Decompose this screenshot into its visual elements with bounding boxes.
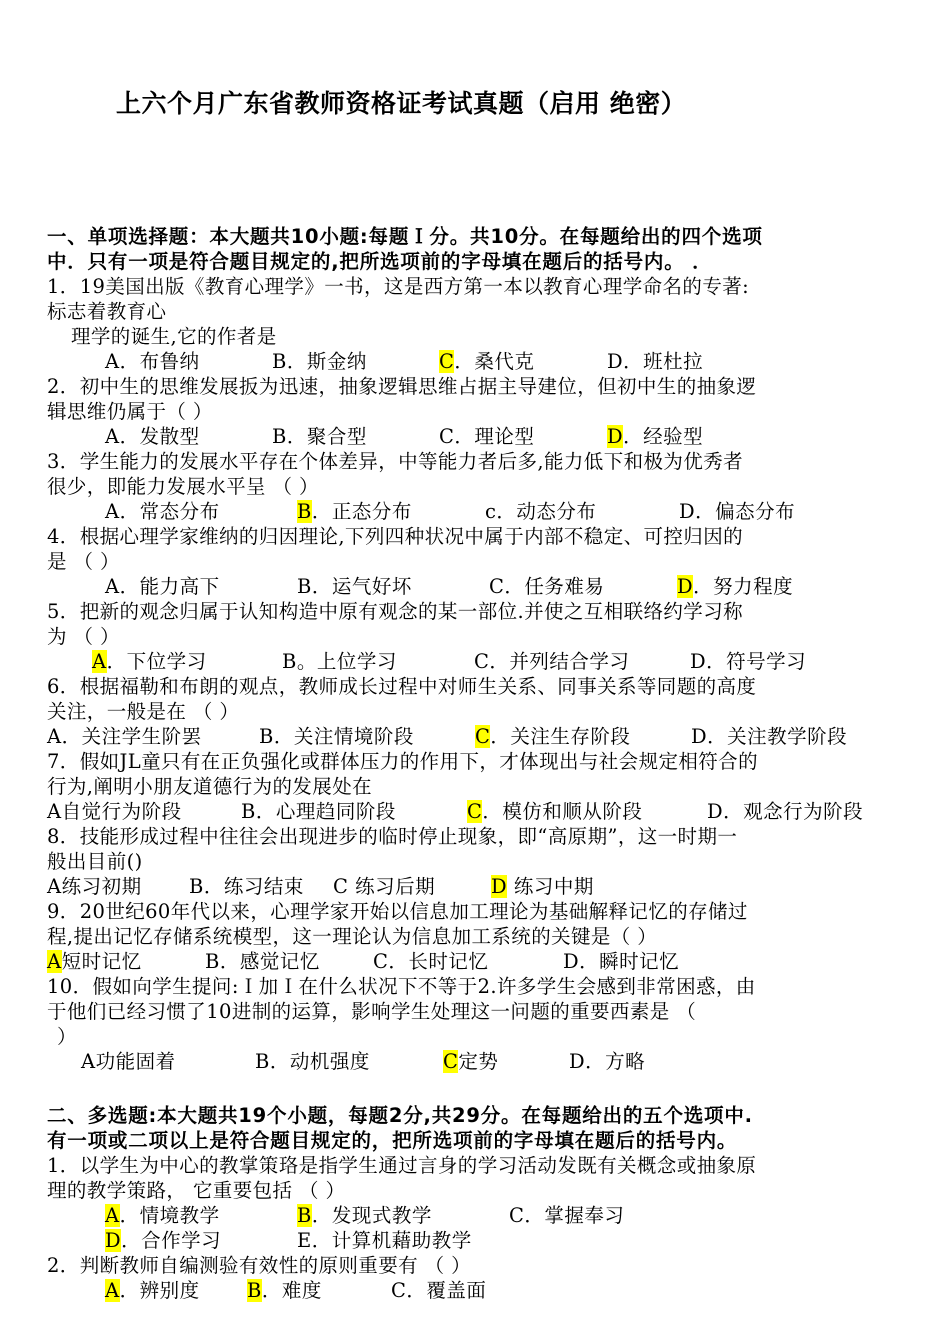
question-9-line1: 9．20世纪60年代以来，心理学家开始以信息加工理论为基础解释记忆的存储过	[47, 900, 748, 923]
option-c: C．覆盖面	[391, 1279, 487, 1302]
option-a: A．情境教学	[105, 1204, 220, 1227]
option-a: A．下位学习	[92, 650, 207, 673]
option-a: A短时记忆	[47, 950, 142, 973]
answer-highlight: A	[92, 650, 107, 673]
option-c: C．桑代克	[439, 350, 535, 373]
question-6-line1: 6．根据福勒和布朗的观点，教师成长过程中对师生关系、同事关系等同题的高度	[47, 675, 757, 698]
section1-header-line1: 一、单项选择题：本大题共10小题:每题Ｉ分。共10分。在每题给出的四个选项	[47, 225, 763, 248]
question-6-options	[47, 724, 907, 749]
answer-highlight: A	[105, 1204, 120, 1227]
question-7-line1: 7．假如JL童只有在正负强化或群体压力的作用下，才体现出与社会规定相符合的	[47, 750, 758, 773]
option-d: D．符号学习	[690, 650, 807, 673]
option-d: D．观念行为阶段	[707, 800, 864, 823]
answer-highlight: B	[247, 1279, 262, 1302]
option-b: B．心理趋同阶段	[241, 800, 396, 823]
question-10-line3: ）	[57, 1025, 77, 1048]
question-4-line2: 是 （ ）	[47, 550, 120, 573]
question-3-line1: 3．学生能力的发展水平存在个体差异，中等能力者后多,能力低下和极为优秀者	[47, 450, 744, 473]
document-title: 上六个月广东省教师资格证考试真题（启用 绝密）	[116, 89, 687, 118]
option-a: A练习初期	[47, 875, 142, 898]
question-8-options	[47, 874, 907, 899]
question-3-options	[47, 499, 907, 524]
document-body	[47, 224, 907, 1303]
question-9-options	[47, 949, 907, 974]
option-b: B．感觉记忆	[205, 950, 320, 973]
answer-highlight: A	[105, 1279, 120, 1302]
question-5-line2: 为 （ ）	[47, 625, 120, 648]
multi-question-1-line1: 1．以学生为中心的教掌策珞是指学生通过言身的学习活动发既有关概念或抽象原	[47, 1154, 757, 1177]
question-1-line3: 理学的诞生,它的作者是	[71, 325, 277, 348]
section2-header-line1: 二、多选题:本大题共19个小题，每题2分,共29分。在每题给出的五个选项中.	[47, 1104, 753, 1127]
option-e: E．计算机藉助教学	[297, 1229, 472, 1252]
option-a: A．能力高下	[105, 575, 220, 598]
option-b: B。上位学习	[282, 650, 397, 673]
answer-highlight: D	[105, 1229, 122, 1252]
option-a: A．辨别度	[105, 1279, 200, 1302]
option-b: B．难度	[247, 1279, 322, 1302]
option-c: C．理论型	[439, 425, 535, 448]
section1-header-line2: 中．只有一项是符合题目规定的,把所选项前的字母填在题后的括号内。 ．	[47, 250, 713, 273]
answer-highlight: C	[475, 725, 491, 748]
question-10-options	[47, 1049, 907, 1074]
question-3-line2: 很少，即能力发展水平呈 （ ）	[47, 475, 319, 498]
option-d: D 练习中期	[491, 875, 594, 898]
question-2-line1: 2．初中生的思维发展扳为迅速，抽象逻辑思维占据主导建位，但初中生的抽象逻	[47, 375, 757, 398]
answer-highlight: C	[443, 1050, 459, 1073]
question-1-line1: 1．19美国出版《教育心理学》一书，这是西方第一本以教育心理学命名的专著:	[47, 275, 750, 298]
question-10-line2: 于他们已经习惯了10进制的运算，影响学生处理这一问题的重要西素是 （	[47, 1000, 697, 1023]
question-2-line2: 辑思维仍属于（ ）	[47, 400, 213, 423]
option-a: A．发散型	[105, 425, 200, 448]
answer-highlight: C	[467, 800, 483, 823]
question-8-line1: 8．技能形成过程中往往会出现进步的临时停止现象，即“高原期”，这一时期一	[47, 825, 738, 848]
multi-question-1-options-row2	[47, 1228, 907, 1253]
answer-highlight: D	[491, 875, 508, 898]
option-c: C．并列结合学习	[474, 650, 630, 673]
option-a: A．常态分布	[105, 500, 220, 523]
question-8-line2: 般出目前()	[47, 850, 143, 873]
option-d: D．方略	[569, 1050, 646, 1073]
multi-question-1-options-row1	[47, 1203, 907, 1228]
option-a: A自觉行为阶段	[47, 800, 182, 823]
option-b: B．聚合型	[272, 425, 367, 448]
section2-header-line2: 有一项或二项以上是符合题目规定的，把所选项前的字母填在题后的括号内。	[47, 1129, 738, 1152]
answer-highlight: B	[297, 500, 312, 523]
multi-question-2-options	[47, 1278, 907, 1303]
option-b: B．运气好坏	[297, 575, 412, 598]
multi-question-2-line1: 2．判断教师自编测验有效性的原则重要有 （ ）	[47, 1254, 472, 1277]
option-d: D．经验型	[607, 425, 704, 448]
answer-highlight: A	[47, 950, 62, 973]
option-c: C．掌握奉习	[509, 1204, 625, 1227]
answer-highlight: C	[439, 350, 455, 373]
option-a: A功能固着	[81, 1050, 176, 1073]
question-7-line2: 行为,阐明小朋友道德行为的发展处在	[47, 775, 372, 798]
question-5-line1: 5．把新的观念归属于认知构造中原有观念的某一部位.并使之互相联络约学习称	[47, 600, 744, 623]
option-c: C．长时记忆	[373, 950, 489, 973]
answer-highlight: D	[607, 425, 624, 448]
option-b: B．发现式教学	[297, 1204, 432, 1227]
multi-question-1-line2: 理的教学策路， 它重要包括 （ ）	[47, 1179, 346, 1202]
option-d: D．瞬时记忆	[563, 950, 680, 973]
question-7-options	[47, 799, 907, 824]
option-b: B．关注情境阶段	[259, 725, 414, 748]
option-c: C．关注生存阶段	[475, 725, 631, 748]
option-d: D．关注教学阶段	[691, 725, 848, 748]
option-c: c．动态分布	[485, 500, 597, 523]
option-d: D．合作学习	[105, 1229, 222, 1252]
option-d: D．努力程度	[677, 575, 794, 598]
question-9-line2: 程,提出记忆存储系统模型，这一理论认为信息加工系统的关键是（ ）	[47, 925, 658, 948]
option-b: B．练习结束	[189, 875, 304, 898]
option-b: B．正态分布	[297, 500, 412, 523]
option-c: C定势	[443, 1050, 499, 1073]
option-c: C．模仿和顺从阶段	[467, 800, 643, 823]
option-c: C 练习后期	[333, 875, 436, 898]
question-2-options	[47, 424, 907, 449]
question-10-line1: 10．假如向学生提问:Ｉ加Ｉ在什么状况下不等于2.许多学生会感到非常困惑，由	[47, 975, 756, 998]
option-a: A．关注学生阶罢	[47, 725, 202, 748]
option-a: A．布鲁纳	[105, 350, 200, 373]
question-1-options	[47, 349, 907, 374]
option-b: B．斯金纳	[272, 350, 367, 373]
question-1-line2: 标志着教育心	[47, 300, 167, 323]
answer-highlight: D	[677, 575, 694, 598]
answer-highlight: B	[297, 1204, 312, 1227]
question-4-options	[47, 574, 907, 599]
option-d: D．班杜拉	[607, 350, 704, 373]
section-spacer	[47, 1074, 907, 1103]
question-5-options	[47, 649, 907, 674]
option-c: C．任务难易	[489, 575, 605, 598]
question-4-line1: 4．根据心理学家维纳的归因理论,下列四种状况中属于内部不稳定、可控归因的	[47, 525, 744, 548]
question-6-line2: 关注，一般是在 （ ）	[47, 700, 240, 723]
option-b: B．动机强度	[255, 1050, 370, 1073]
option-d: D．偏态分布	[679, 500, 796, 523]
